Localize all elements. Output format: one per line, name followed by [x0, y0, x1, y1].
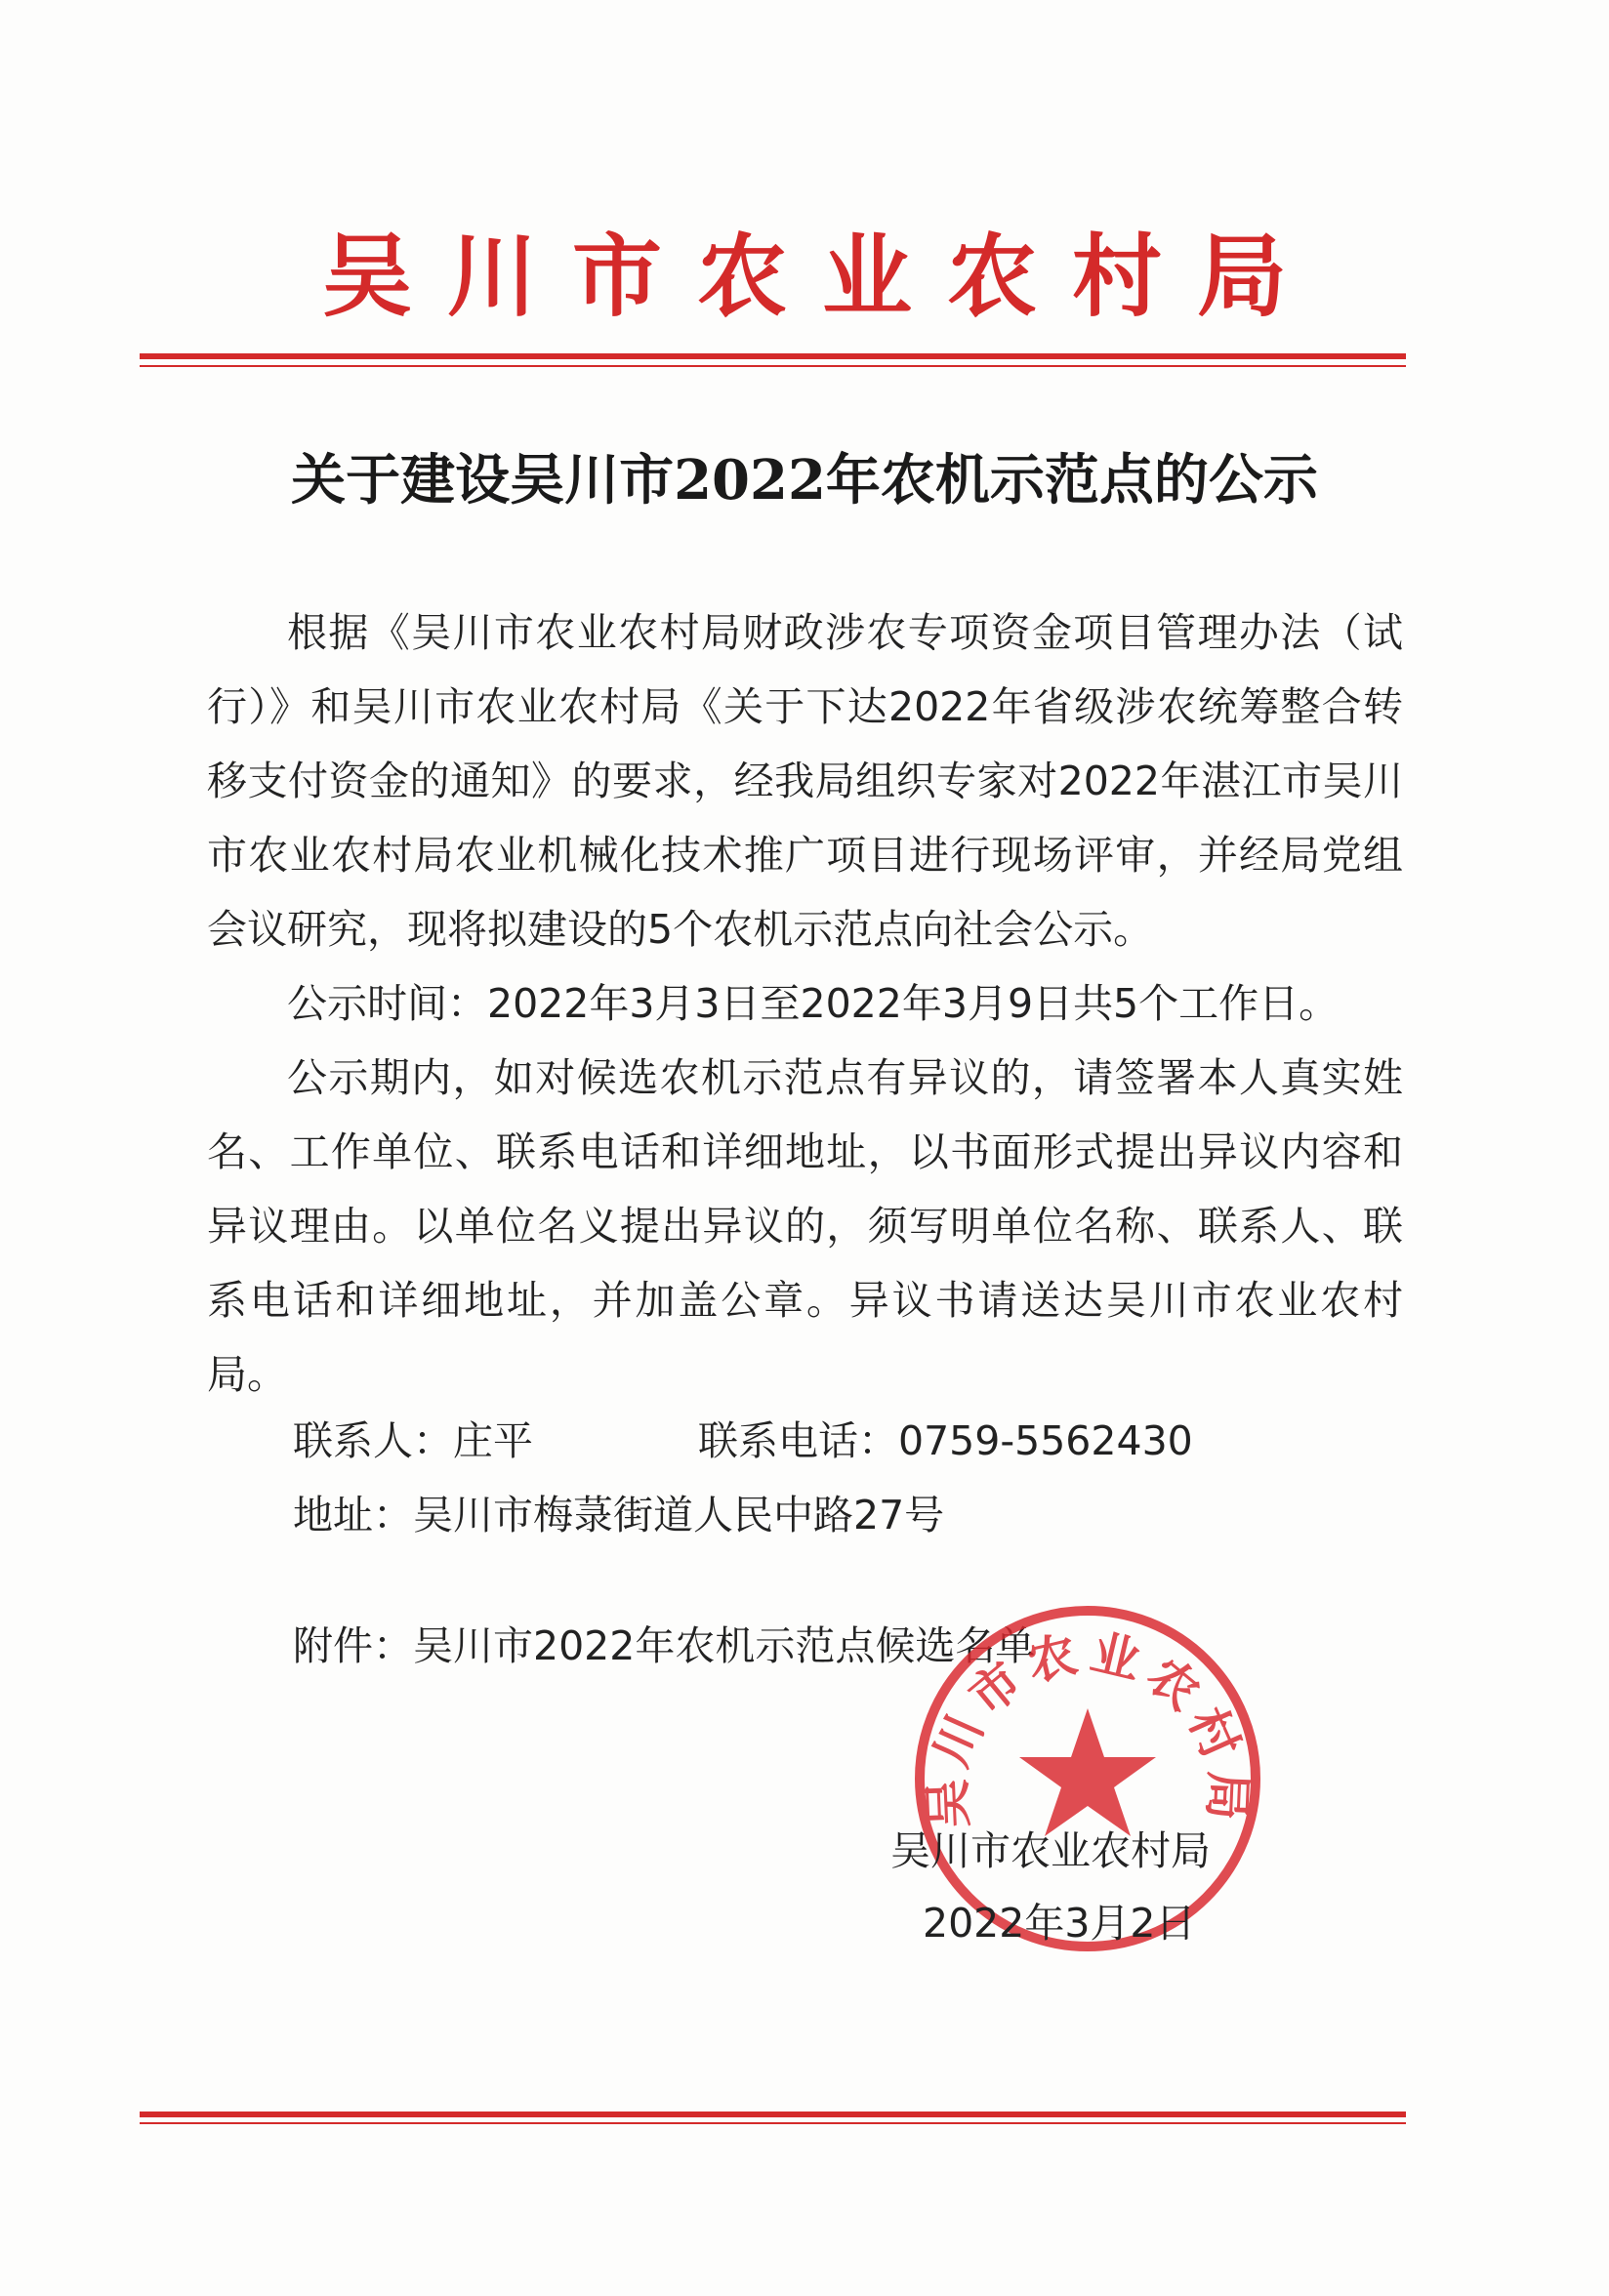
- header-rule-thick: [140, 353, 1406, 359]
- seal-text: 吴川市农业农村局: [917, 1622, 1258, 1829]
- contact-phone: 联系电话：0759-5562430: [698, 1417, 1193, 1464]
- signature-date: 2022年3月2日: [923, 1900, 1196, 1947]
- issuing-organization-header: 吴川市农业农村局: [321, 224, 1322, 329]
- footer-rule-thin: [140, 2122, 1406, 2124]
- contact-address: 地址：吴川市梅菉街道人民中路27号: [293, 1492, 945, 1538]
- footer-rule-thick: [140, 2112, 1406, 2117]
- contact-person: 联系人：庄平: [293, 1417, 533, 1464]
- document-title: 关于建设吴川市2022年农机示范点的公示: [291, 448, 1318, 512]
- header-rule-thin: [140, 365, 1406, 367]
- document-body: [207, 595, 1403, 1412]
- paragraph-objection: 公示期内，如对候选农机示范点有异议的，请签署本人真实姓名、工作单位、联系电话和详细地址，以书面形式提出异议内容和异议理由。以单位名义提出异议的，须写明单位名称、联系人、联系电话和详细地址，并加盖公章。异议书请送达吴川市农业农村局。: [207, 1054, 1403, 1398]
- signature-organization: 吴川市农业农村局: [890, 1827, 1211, 1874]
- contact-line: [293, 1404, 1193, 1478]
- attachment-note: 附件：吴川市2022年农机示范点候选名单: [293, 1622, 1036, 1669]
- paragraph-basis: 根据《吴川市农业农村局财政涉农专项资金项目管理办法（试行）》和吴川市农业农村局《关于下达2022年省级涉农统筹整合转移支付资金的通知》的要求，经我局组织专家对2022年湛江市吴川市农业农村局农业机械化技术推广项目进行现场评审，并经局党组会议研究，现将拟建设的5个农机示范点向社会公示。: [207, 609, 1403, 953]
- paragraph-period: 公示时间：2022年3月3日至2022年3月9日共5个工作日。: [287, 980, 1340, 1027]
